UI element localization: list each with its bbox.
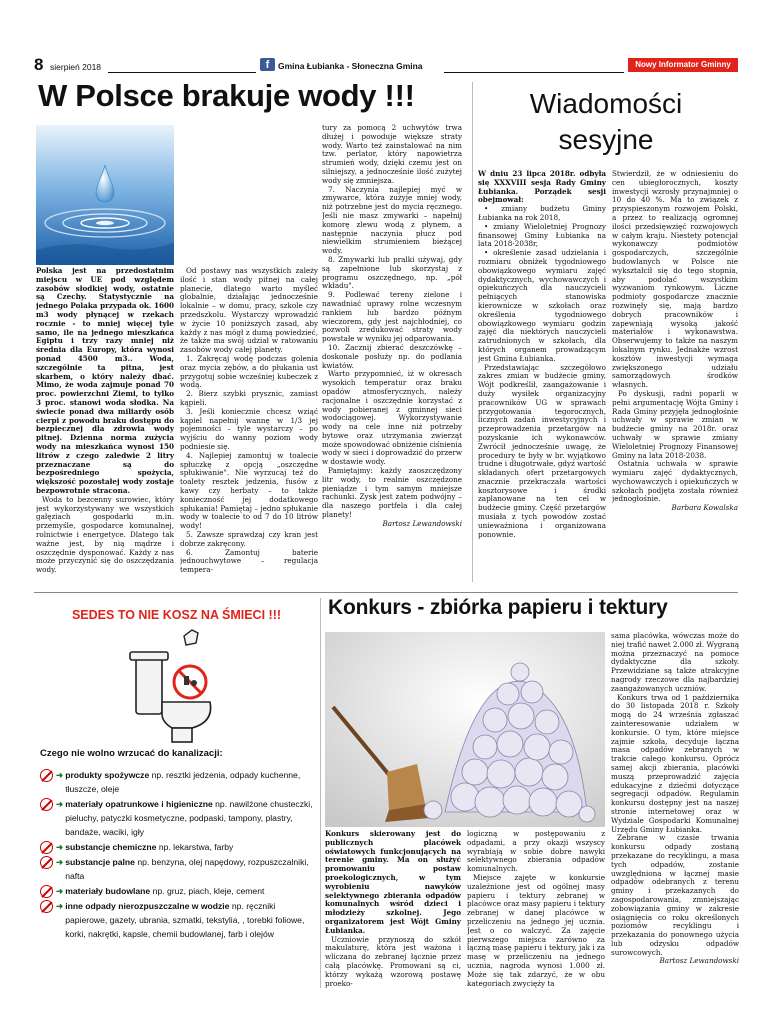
contest-paragraph: Miejsce zajęte w konkursie uzależnione jest od ogólnej masy papieru i tektury zebranej w placówce oraz masy papieru i tektury zebranej w danej placówce w przeliczeniu na jednego jej ucznia. Jest o co walczyć. Za zajęcie pierwszego miejsca zarówno za łączną masę papieru i tektury, jak i za masę w przeliczeniu na jednego ucznia, nagroda wynosi 1.000 zł. Może się tak zdarzyć, że w obu kategoriach zwycięży ta (467, 872, 605, 988)
water-tip: 1. Zakręcaj wodę podczas golenia oraz mycia zębów, a do płukania ust przygotuj sobie wcześniej kubeczek z wodą. (180, 353, 318, 390)
water-col-3 (322, 124, 462, 587)
newspaper-badge: Nowy Informator Gminny (628, 58, 738, 72)
session-lead: W dniu 23 lipca 2018r. odbyła się XXXVIII sesja Rady Gminy Łubianka. Porządek sesji obejmował: (478, 170, 606, 205)
sewage-poster (34, 598, 319, 978)
contest-author: Bartosz Lewandowski (659, 956, 739, 966)
water-paragraph: tury za pomocą 2 uchwytów trwa dłużej i powoduje większe straty wody. Warto też zainstalować na nim tzw. perlator, który napowietrza strumień wody, dzięki czemu jest on silniejszy, a jednocześnie ilość zużytej wody się zmniejsza. (322, 124, 462, 185)
contest-col-2 (467, 830, 605, 990)
prohibited-items-icon (174, 666, 206, 698)
session-col-2 (612, 170, 738, 588)
contest-col-3 (611, 632, 739, 992)
contest-paragraph: Konkurs trwa od 1 października do 30 listopada 2018 r. Szkoły mogą do 24 września zgłaszać zainteresowanie udziałem w konkursie. O tym, które miejsce zajmie szkoła, decyduje łączna masa odpadów zebranych w trakcie całego konkursu. Oprócz samej akcji zbierania, placówki muszą przeprowadzić zajęcia edukacyjne z dziećmi dotyczące segregacji odpadów. Regulamin konkursu dostępny jest na naszej stronie internetowej oraz w Wydziale Gospodarki Komunalnej Urzędu Gminy Łubianka. (611, 692, 739, 834)
list-item (40, 840, 315, 854)
item-examples: np. resztki jedzenia, odpady kuchenne, tłuszcze, oleje (65, 770, 301, 794)
contest-col-1 (325, 830, 461, 990)
list-item (40, 884, 315, 898)
item-examples: np. lekarstwa, farby (156, 842, 234, 852)
no-chemicals-icon (40, 841, 53, 854)
no-construction-icon (40, 885, 53, 898)
issue-date: sierpień 2018 (50, 62, 102, 72)
water-col-2 (180, 267, 318, 587)
water-tip: 2. Bierz szybki prysznic, zamiast kąpieli. (180, 389, 318, 407)
tick-icon: ➜ (56, 886, 64, 896)
water-tip: 8. Zmywarki lub pralki używaj, gdy są zapełnione lub skorzystaj z programu oszczędnego, np. „pół wkładu". (322, 254, 462, 291)
water-tip: 5. Zawsze sprawdzaj czy kran jest dobrze zakręcony. (180, 529, 318, 548)
poster-subtitle: Czego nie wolno wrzucać do kanalizacji: (40, 748, 223, 759)
item-examples: np. gruz, piach, kleje, cement (150, 886, 265, 896)
session-paragraph: Przedstawiając szczegółowo zakres zmian w budżecie gminy, Wójt podkreślił, zaangażowanie i duży wysiłek organizacyjny pracowników UG w sprawach przygotowania tegorocznych, licznych zadań inwestycyjnych i przeprowadzenia przetargów na pozyskanie ich wykonawców. Zwrócił jednocześnie uwagę, że procedury te były w br. wyjątkowo trudne i długotrwałe, gdyż wartość składanych ofert przetargowych znacznie przekraczała wartości kosztorysowe i środki zaplanowane na ten cel w budżecie gminy. Część przetargów musiała z tych powodów zostać unieważniona i organizowana ponownie. (478, 362, 606, 539)
session-title-line1: Wiadomości (529, 88, 683, 119)
item-category: inne odpady nierozpuszczalne w wodzie (65, 901, 230, 911)
contest-lead: Konkurs skierowany jest do publicznych placówek oświatowych funkcjonujących na terenie gminy. Ma on służyć promowaniu postaw proekologicznych, w tym wyrobieniu nawyków selektywnego zbierania odpadów komunalnych wśród dzieci i młodzieży szkolnej. Jego organizatorem jest Wójt Gminy Łubianka. (325, 830, 461, 935)
item-examples: np. ręczniki papierowe, gazety, ubrania, szmatki, tekstylia, , torebki foliowe, korki, nakrętki, kapsle, chemii budowlanej, farb i olejów (65, 901, 305, 939)
no-hygiene-icon (40, 798, 53, 811)
water-tip: 3. Jeśli koniecznie chcesz wziąć kąpiel napełnij wannę w 1/3 jej pojemności – tyle wystarczy – po wyjściu do wanny poziom wody podniesie się. (180, 406, 318, 451)
water-author: Bartosz Lewandowski (382, 518, 462, 528)
water-tip: 7. Naczynia najlepiej myć w zmywarce, która zużyje mniej wody, niż potrzebne jest do mycia ręcznego. Jeśli nie masz zmywarki – napełnij komorę zlewu wodą z płynem, a następnie naczynia płucz pod niewielkim strumieniem bieżącej wody. (322, 184, 462, 256)
water-article-title: W Polsce brakuje wody !!! (38, 78, 415, 113)
item-examples: np. nawilżone chusteczki, pieluchy, patyczki kosmetyczne, podpaski, tampony, plastry, bandaże, waciki, igły (65, 799, 313, 837)
list-item (40, 768, 315, 796)
session-divider (472, 170, 473, 582)
contest-title: Konkurs - zbiórka papieru i tektury (328, 596, 668, 619)
tick-icon: ➜ (56, 842, 64, 852)
poster-title: SEDES TO NIE KOSZ NA ŚMIECI !!! (71, 608, 282, 622)
item-category: substancje chemiczne (65, 842, 157, 852)
item-category: materiały opatrunkowe i higieniczne (65, 799, 213, 809)
list-item (40, 855, 315, 883)
poster-divider (320, 598, 321, 988)
list-item (40, 797, 315, 839)
contest-paragraph: Uczniowie przynoszą do szkół makulaturę, która jest ważona i wliczana do zebranej łącznie przez całą placówkę. Promowani są ci, którzy wykażą wzorową postawę proeko- (325, 934, 461, 988)
water-paragraph: Woda to bezcenny surowiec, który jest wykorzystywany we wszystkich gałęziach gospodarki m.in. przemyśle, gospodarce komunalnej, rolnictwie i energetyce. Dlatego tak ważne jest, by nią mądrze i oszczędnie dysponować. Każdy z nas może przyczynić się do oszczędzania wody. (36, 494, 174, 575)
session-author: Barbara Kowalska (671, 503, 738, 513)
page-number: 8 (34, 55, 44, 74)
session-bullet: • określenie zasad udzielania i rozmiaru obniżek tygodniowego obowiązkowego wymiaru zajęć dydaktycznych, wychowawczych i opiekuńczych dla nauczycieli pełniących stanowiska kierownicze w szkołach oraz określenia tygodniowego obowiązkowego wymiaru godzin zajęć dla niektórych nauczycieli zatrudnionych w szkołach, dla których organem prowadzącym jest Gmina Łubianka. (478, 248, 606, 363)
water-col-1 (36, 267, 174, 587)
poster-list (40, 768, 315, 941)
contest-paragraph: logiczną w postępowaniu z odpadami, a przy okazji wszyscy wyrabiają w sobie dobre nawyki selektywnego zbierania odpadów komunalnych. (467, 830, 605, 874)
water-tip: 9. Podlewać tereny zielone i nawadniać uprawy rolne wczesnym rankiem lub bardzo późnym wieczorem, gdy jest najchłodniej, co pozwoli zredukować straty wody powstałe w wyniku jej odparowania. (322, 290, 462, 344)
contest-paragraph: Zebrane w czasie trwania konkursu odpady zostaną przekazane do recyklingu, a masa tych odpadów, zostanie uwzględniona w łącznej masie odpadów odebranych z terenu gminy i przekazanych do zagospodarowania, zmniejszając zobowiązania gminy w zakresie osiągnięcia co roku określonych poziomów recyklingu i przekazania do ponownego użycia lub odzysku odpadów surowcowych. (611, 833, 739, 957)
water-drop-image (36, 125, 174, 265)
item-category: materiały budowlane (65, 886, 151, 896)
item-category: substancje palne (65, 857, 135, 867)
item-category: produkty spożywcze (65, 770, 150, 780)
water-tip: 10. Zacznij zbierać deszczówkę – doskonale posłuży np. do podlania kwiatów. (322, 342, 462, 370)
toilet-illustration (106, 628, 246, 746)
water-lead: Polska jest na przedostatnim miejscu w UE pod względem zasobów słodkiej wody, ostatnie są Czechy. Statystycznie na jednego Polaka przypada ok. 1600 m3 wody płynącej w rzekach rocznie - to mniej więcej tyle samo, ile na jednego mieszkańca Egiptu i trzy razy mniej niż średnia dla Europy, która wynosi ponad 4500 m3.. Woda, szczególnie ta pitna, jest skarbem, o który należy dbać. Mimo, że woda zajmuje ponad 70 proc. powierzchni Ziemi, to tylko 3 proc. stanowi woda słodka. Na świecie ponad dwa miliardy osób cierpi z powodu braku dostępu do bezpiecznej dla zdrowia wody pitnej. Dzienna norma zużycia wody na mieszkańca wynosi 150 litrów z czego zaledwie 2 litry przeznaczane są do bezpośredniego spożycia, większość pozostałej wody zostaje bezpowrotnie stracona. (36, 267, 174, 495)
session-title-box (472, 82, 738, 170)
water-tip: 4. Najlepiej zamontuj w toalecie spłuczkę z opcją „oszczędne spłukiwanie". Nie wyrzucaj też do toalety resztek jedzenia, fusów z kawy czy herbaty – to także konieczność jej dodatkowego spłukania! Pamiętaj – jedno spłukanie wody w toalecie to od 7 do 10 litrów wody! (180, 450, 318, 531)
water-paragraph: Pamiętajmy: każdy zaoszczędzony litr wody, to realnie oszczędzone pieniądze i tym samym mniejsze rachunki. Zysk jest zatem podwójny – dla naszego portfela i dla całej planety! (322, 466, 462, 520)
session-bullet: • zmiany budżetu Gminy Łubianka na rok 2018, (478, 204, 606, 222)
tick-icon: ➜ (56, 857, 64, 867)
contest-paragraph: sama placówka, wówczas może do niej trafić nawet 2.000 zł. Wygraną można przeznaczyć na pomoce dydaktyczne dla szkoły. Przewidziane są także atrakcyjne nagrody rzeczowe dla najbardziej zaangażowanych uczniów. (611, 632, 739, 693)
list-item (40, 899, 315, 941)
facebook-icon: f (260, 58, 275, 71)
water-paragraph: Od postawy nas wszystkich zależy ilość i stan wody pitnej na całej planecie, dlatego warto myśleć globalnie, działając jednocześnie lokalnie – w domu, pracy, szkole czy przedszkolu. Wystarczy wprowadzić w życie 10 poniższych zasad, aby każdy z nas mógł z dumą powiedzieć, że także ma swój udział w ratowaniu zasobów wody całej planety. (180, 267, 318, 355)
page-header (34, 55, 738, 78)
session-paragraph: Stwierdził, że w odniesieniu do cen ubiegłorocznych, koszty inwestycji wzrosły przynajmniej o 10 do 40 %. Ma to związek z przyspieszonym rozwojem Polski, a przez to realizacją ogromnej ilości przedsięwzięć rozwojowych w całym kraju. Niestety potencjał wykonawczy podmiotów gospodarczych, szczególnie budowlanych w Polsce nie wykształcił się do tego stopnia, aby podołać wszystkim wyzwaniom rynkowym. Liczne podmioty gospodarcze znacznie rozwinęły się, mają bardzo dobrych pracowników i zapewniają wysoką jakość materiałów i wykonawstwa. Obserwujemy to także na naszym lokalnym rynku. Jednakże wzrost kosztów inwestycji wymaga zwiększonego udziału samorządowych środków własnych. (612, 170, 738, 390)
header-rule-right (444, 72, 624, 73)
horizontal-divider (34, 592, 738, 593)
no-insoluble-icon (40, 900, 53, 913)
water-paragraph: Warto przypomnieć, iż w okresach wysokich temperatur oraz braku opadów atmosferycznych, należy racjonalne i oszczędnie korzystać z wody pobieranej z gminnej sieci wodociągowej. Wykorzystywanie wody na cele inne niż potrzeby bytowe oraz utrzymania zwierząt może spowodować obniżenie ciśnienia wody w sieci i doprowadzić do przerw w dostawie wody. (322, 369, 462, 467)
no-food-icon (40, 769, 53, 782)
tick-icon: ➜ (56, 799, 64, 809)
tick-icon: ➜ (56, 901, 64, 911)
water-tip: 6. Zamontuj baterie jednouchwytowe – regulacja tempera- (180, 547, 318, 575)
item-examples: np. benzyna, olej napędowy, rozpuszczalniki, nafta (65, 857, 309, 881)
no-flammables-icon (40, 856, 53, 869)
session-bullet: • zmiany Wieloletniej Prognozy finansowej Gminy Łubianka na lata 2018-2038r, (478, 221, 606, 249)
tick-icon: ➜ (56, 770, 64, 780)
header-rule-left (108, 72, 256, 73)
session-paragraph: Ostatnia uchwała w sprawie wymiaru zajęć dydaktycznych, wychowawczych i opiekuńczych w szkołach podjęta została również jednogłośnie. (612, 459, 738, 504)
municipality-name: Gmina Łubianka - Słoneczna Gmina (278, 61, 423, 71)
session-col-1 (478, 170, 606, 588)
session-paragraph: Po dyskusji, radni poparli w pełni argumentację Wójta Gminy i Rada Gminy przyjęła jednogłośnie uchwały w sprawie zmian w budżecie gminy na 2018r. oraz uchwały w sprawie zmiany Wieloletniej Prognozy Finansowej Gminy na lata 2018-2038. (612, 388, 738, 460)
paper-pile-image (325, 632, 605, 827)
session-title-line2: sesyjne (558, 124, 654, 155)
